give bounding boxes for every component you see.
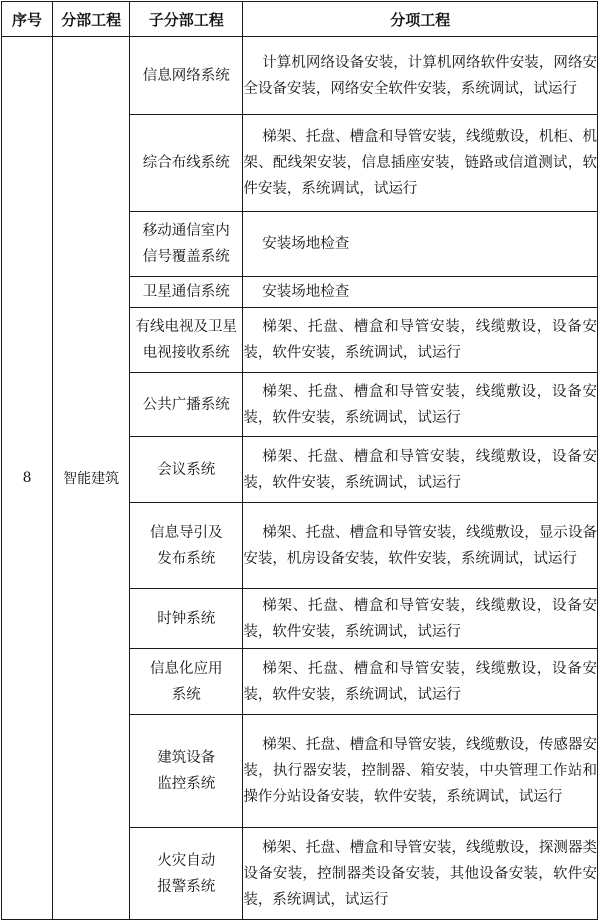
items-text: 梯架、托盘、槽盒和导管安装，线缆敷设，设备安装，软件安装，系统调试，试运行 — [243, 383, 597, 426]
items-cell — [243, 373, 598, 437]
subdivision-line: 监控系统 — [157, 776, 216, 792]
subdivision-cell — [130, 37, 243, 115]
subdivision-line: 信息导引及 — [150, 524, 223, 541]
subdivision-line: 卫星通信系统 — [142, 284, 230, 300]
table-body — [2, 37, 598, 920]
subdivision-cell — [130, 277, 243, 308]
items-text: 计算机网络设备安装，计算机网络软件安装，网络安全设备安装，网络安全软件安装，系统调试，试运行 — [243, 54, 597, 97]
subdivision-cell — [130, 115, 243, 212]
subdivision-line: 系统 — [171, 686, 201, 703]
engineering-division-table — [1, 1, 598, 920]
items-text: 安装场地检查 — [262, 236, 350, 252]
subdivision-cell — [130, 649, 243, 715]
items-text: 梯架、托盘、槽盒和导管安装，线缆敷设，机柜、机架、配线架安装，信息插座安装，链路或信道测试，软件安装，系统调试，试运行 — [243, 129, 597, 197]
subdivision-cell — [130, 373, 243, 437]
items-text: 梯架、托盘、槽盒和导管安装，线缆敷设，显示设备安装，机房设备安装，软件安装，系统调试，试运行 — [243, 524, 597, 567]
subdivision-cell — [130, 828, 243, 920]
items-text: 安装场地检查 — [262, 284, 350, 300]
subdivision-cell — [130, 589, 243, 649]
header-row — [2, 2, 598, 37]
division-cell: 智能建筑 — [53, 37, 130, 920]
items-cell — [243, 649, 598, 715]
items-text: 梯架、托盘、槽盒和导管安装，线缆敷设，设备安装，软件安装，系统调试，试运行 — [243, 597, 597, 640]
header-division: 分部工程 — [53, 2, 130, 37]
subdivision-line: 建筑设备 — [157, 750, 216, 766]
items-cell — [243, 503, 598, 589]
subdivision-line: 报警系统 — [157, 878, 216, 895]
items-text: 梯架、托盘、槽盒和导管安装，线缆敷设，设备安装，软件安装，系统调试，试运行 — [243, 319, 597, 361]
header-items: 分项工程 — [243, 2, 598, 37]
items-cell — [243, 115, 598, 212]
subdivision-line: 电视接收系统 — [142, 345, 230, 361]
table-row — [2, 37, 598, 115]
subdivision-line: 公共广播系统 — [142, 396, 230, 413]
subdivision-line: 发布系统 — [157, 550, 216, 567]
items-cell — [243, 437, 598, 503]
header-seq: 序号 — [2, 2, 53, 37]
items-text: 梯架、托盘、槽盒和导管安装，线缆敷设，设备安装，软件安装，系统调试，试运行 — [243, 660, 597, 703]
items-cell — [243, 37, 598, 115]
items-cell — [243, 308, 598, 373]
subdivision-line: 信息网络系统 — [142, 67, 230, 84]
subdivision-line: 会议系统 — [157, 461, 216, 478]
subdivision-cell — [130, 715, 243, 828]
header-subdivision: 子分部工程 — [130, 2, 243, 37]
items-text: 梯架、托盘、槽盒和导管安装，线缆敷设，传感器安装，执行器安装，控制器、箱安装，中央管理工作站和操作分站设备安装，软件安装，系统调试，试运行 — [243, 737, 597, 805]
items-text: 梯架、托盘、槽盒和导管安装，线缆敷设，设备安装，软件安装，系统调试，试运行 — [243, 448, 597, 491]
subdivision-line: 时钟系统 — [157, 610, 216, 627]
items-cell — [243, 715, 598, 828]
subdivision-line: 信号覆盖系统 — [142, 249, 230, 265]
subdivision-line: 综合布线系统 — [142, 155, 230, 171]
items-cell — [243, 212, 598, 277]
items-cell — [243, 589, 598, 649]
subdivision-line: 移动通信室内 — [142, 223, 230, 239]
subdivision-line: 火灾自动 — [157, 852, 216, 869]
seq-cell: 8 — [2, 37, 53, 920]
items-cell — [243, 828, 598, 920]
subdivision-cell — [130, 212, 243, 277]
subdivision-cell — [130, 308, 243, 373]
subdivision-line: 有线电视及卫星 — [135, 319, 238, 335]
items-text: 梯架、托盘、槽盒和导管安装，线缆敷设，探测器类设备安装，控制器类设备安装，其他设备安装，软件安装，系统调试，试运行 — [243, 839, 597, 908]
subdivision-cell — [130, 437, 243, 503]
subdivision-cell — [130, 503, 243, 589]
items-cell — [243, 277, 598, 308]
subdivision-line: 信息化应用 — [150, 660, 223, 677]
